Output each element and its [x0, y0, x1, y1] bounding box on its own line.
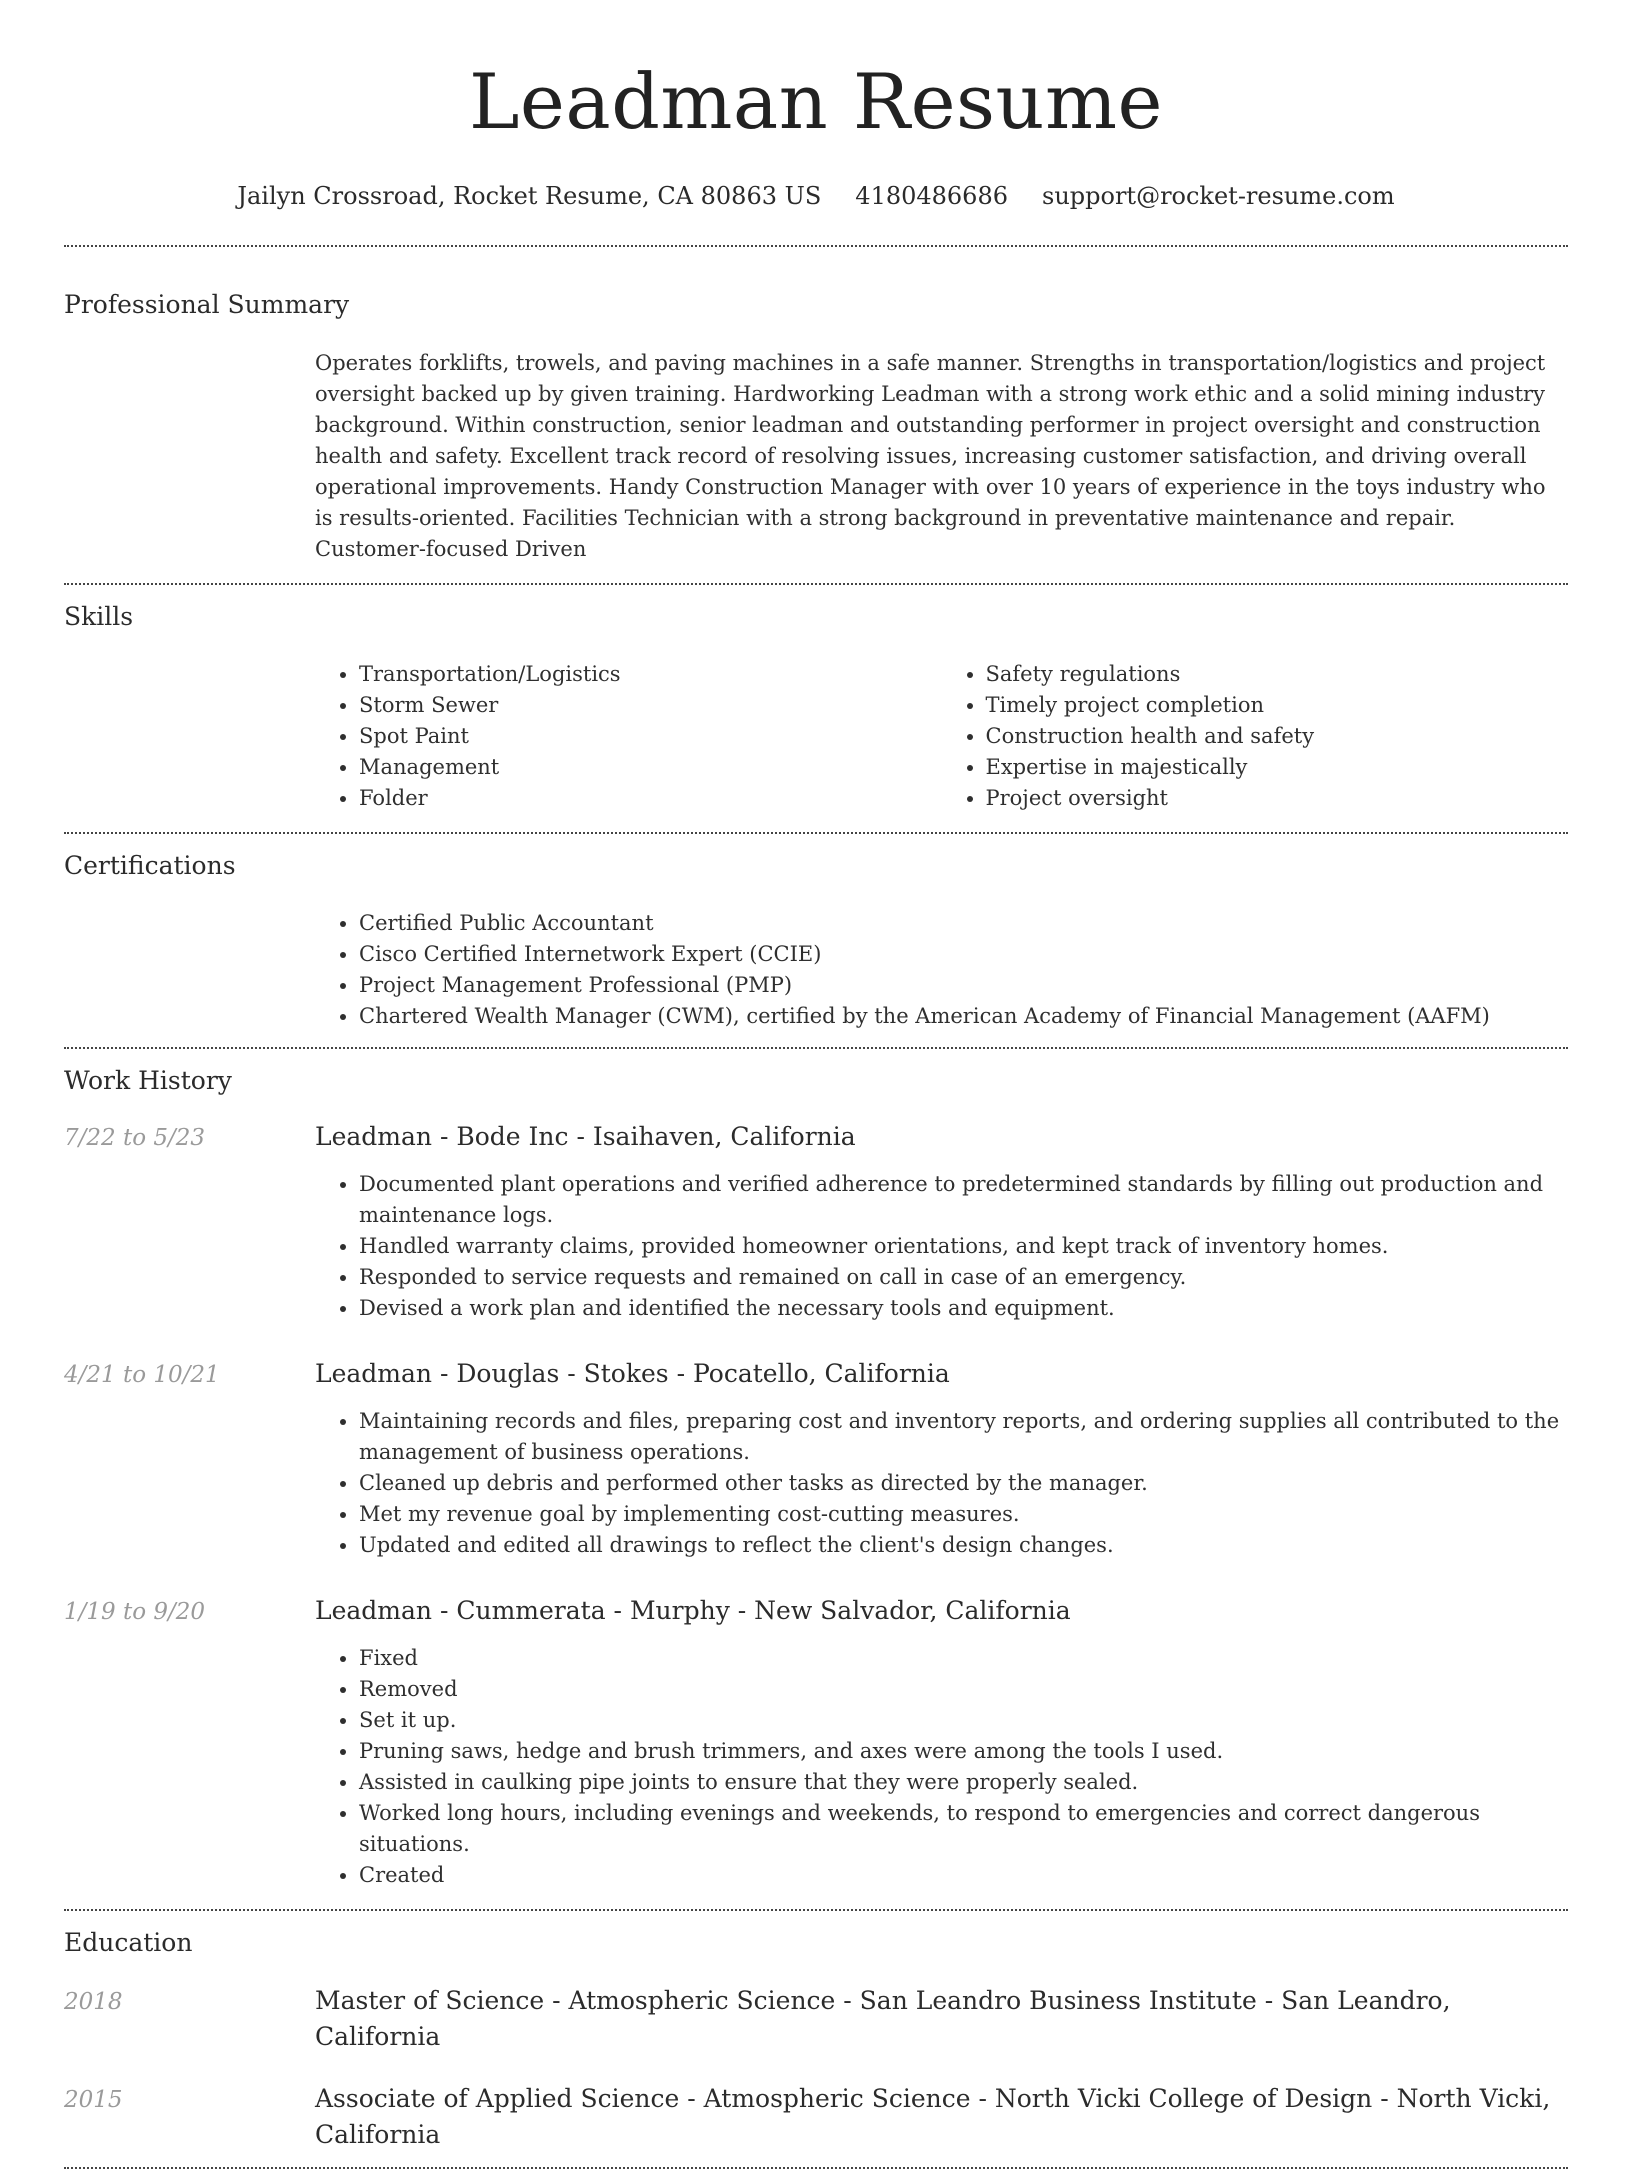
certification-item: • Chartered Wealth Manager (CWM), certified by the American Academy of Financial Management (AAFM) [359, 1001, 1568, 1032]
job-title: Leadman - Bode Inc - Isaihaven, California [315, 1122, 856, 1151]
job-entry [64, 1358, 1568, 1561]
job-dates: 7/22 to 5/23 [64, 1125, 206, 1151]
job-entry [64, 1121, 1568, 1324]
skills-column-right [942, 659, 1569, 814]
skill-item: • Expertise in majestically [986, 752, 1569, 783]
contact-phone: 4180486686 [855, 182, 1008, 210]
job-title: Leadman - Cummerata - Murphy - New Salvador, California [315, 1596, 1071, 1625]
contact-line [64, 180, 1568, 212]
certifications-list [315, 908, 1568, 1032]
job-bullet: • Responded to service requests and remained on call in case of an emergency. [359, 1262, 1568, 1293]
job-bullet: • Created [359, 1860, 1568, 1891]
education-entry [64, 1983, 1568, 2055]
certification-item: • Certified Public Accountant [359, 908, 1568, 939]
job-bullet: • Cleaned up debris and performed other tasks as directed by the manager. [359, 1468, 1568, 1499]
job-dates: 4/21 to 10/21 [64, 1362, 220, 1388]
skill-item: • Project oversight [986, 783, 1569, 814]
section-divider [64, 1909, 1568, 1911]
section-divider [64, 1047, 1568, 1049]
job-bullet: • Updated and edited all drawings to reflect the client's design changes. [359, 1530, 1568, 1561]
job-bullets [315, 1643, 1568, 1891]
skills-list [315, 659, 1568, 814]
job-bullets [315, 1169, 1568, 1324]
certifications-heading: Certifications [64, 851, 236, 880]
job-bullet: • Devised a work plan and identified the necessary tools and equipment. [359, 1293, 1568, 1324]
job-bullet: • Pruning saws, hedge and brush trimmers, and axes were among the tools I used. [359, 1736, 1568, 1767]
skills-heading: Skills [64, 602, 134, 631]
summary-heading: Professional Summary [64, 290, 350, 319]
skill-item: • Construction health and safety [986, 721, 1569, 752]
job-bullet: • Removed [359, 1674, 1568, 1705]
education-entry [64, 2081, 1568, 2153]
skill-item: • Folder [359, 783, 942, 814]
job-bullet: • Maintaining records and files, preparing cost and inventory reports, and ordering supplies all contributed to the management of business operations. [359, 1406, 1568, 1468]
job-bullet: • Assisted in caulking pipe joints to ensure that they were properly sealed. [359, 1767, 1568, 1798]
job-bullet: • Set it up. [359, 1705, 1568, 1736]
skills-column-left [315, 659, 942, 814]
certification-item: • Project Management Professional (PMP) [359, 970, 1568, 1001]
education-degree: Master of Science - Atmospheric Science - San Leandro Business Institute - San Leandro, California [315, 1986, 1451, 2051]
skill-item: • Management [359, 752, 942, 783]
contact-email: support@rocket-resume.com [1042, 182, 1395, 210]
skill-item: • Transportation/Logistics [359, 659, 942, 690]
section-divider [64, 832, 1568, 834]
job-title: Leadman - Douglas - Stokes - Pocatello, California [315, 1359, 950, 1388]
skill-item: • Storm Sewer [359, 690, 942, 721]
education-heading: Education [64, 1928, 193, 1957]
skill-item: • Timely project completion [986, 690, 1569, 721]
contact-address: Jailyn Crossroad, Rocket Resume, CA 80863 US [237, 182, 822, 210]
section-divider [64, 583, 1568, 585]
resume-title: Leadman Resume [468, 57, 1164, 146]
job-bullet: • Handled warranty claims, provided homeowner orientations, and kept track of inventory homes. [359, 1231, 1568, 1262]
education-year: 2015 [64, 2087, 123, 2113]
education-degree: Associate of Applied Science - Atmospheric Science - North Vicki College of Design - North Vicki, California [315, 2084, 1551, 2149]
job-bullets [315, 1406, 1568, 1561]
section-divider [64, 245, 1568, 247]
job-bullet: • Met my revenue goal by implementing cost-cutting measures. [359, 1499, 1568, 1530]
job-bullet: • Documented plant operations and verified adherence to predetermined standards by filling out production and maintenance logs. [359, 1169, 1568, 1231]
skill-item: • Spot Paint [359, 721, 942, 752]
summary-text: Operates forklifts, trowels, and paving machines in a safe manner. Strengths in transportation/logistics and project oversight backed up by given training. Hardworking Leadman with a strong work ethic and a solid mining industry background. Within construction, senior leadman and outstanding performer in project oversight and construction health and safety. Excellent track record of resolving issues, increasing customer satisfaction, and driving overall operational improvements. Handy Construction Manager with over 10 years of experience in the toys industry who is results-oriented. Facilities Technician with a strong background in preventative maintenance and repair. Customer-focused Driven [315, 351, 1546, 561]
skill-item: • Safety regulations [986, 659, 1569, 690]
job-bullet: • Worked long hours, including evenings and weekends, to respond to emergencies and correct dangerous situations. [359, 1798, 1568, 1860]
certification-item: • Cisco Certified Internetwork Expert (CCIE) [359, 939, 1568, 970]
job-bullet: • Fixed [359, 1643, 1568, 1674]
job-entry [64, 1595, 1568, 1891]
education-year: 2018 [64, 1989, 123, 2015]
job-dates: 1/19 to 9/20 [64, 1599, 206, 1625]
work-history-heading: Work History [64, 1066, 232, 1095]
